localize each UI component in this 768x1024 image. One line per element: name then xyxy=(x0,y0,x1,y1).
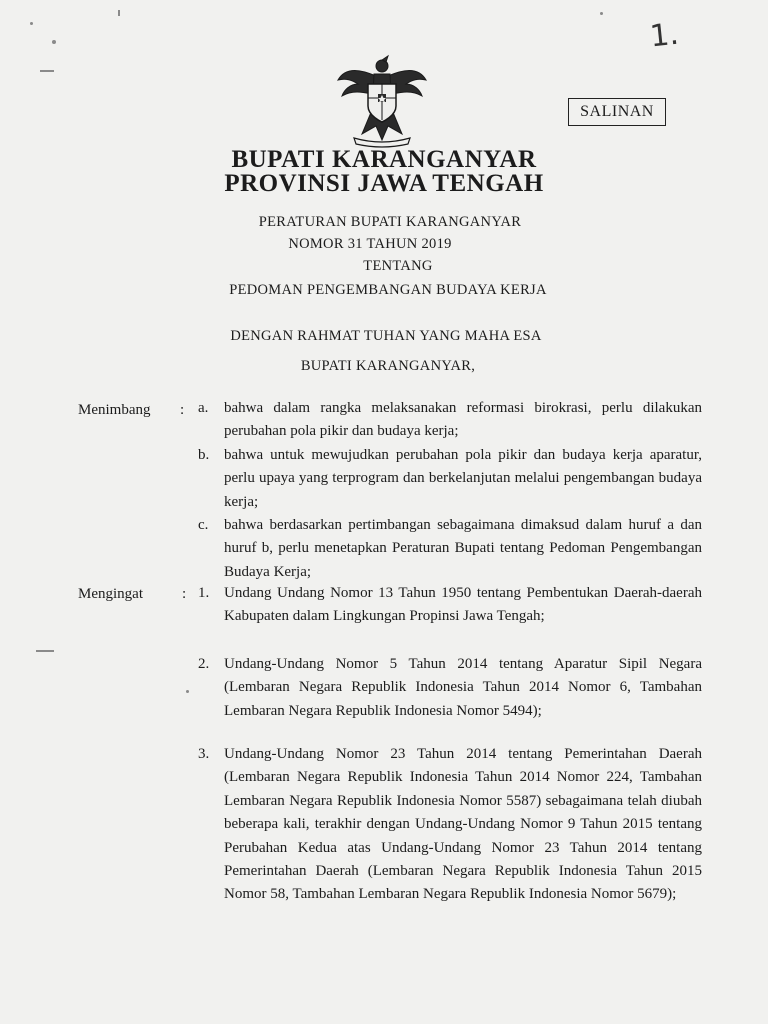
page-number-mark: 1. xyxy=(648,16,681,55)
menimbang-item-b: bahwa untuk mewujudkan perubahan pola pikir dan budaya kerja aparatur, perlu upaya yang terprogram dan berkelanjutan melalui pengembangan budaya kerja; xyxy=(224,447,702,510)
menimbang-label: Menimbang xyxy=(78,402,151,418)
mengingat-marker-2: 2. xyxy=(198,656,210,672)
menimbang-marker-b: b. xyxy=(198,447,210,463)
mengingat-item-2: Undang-Undang Nomor 5 Tahun 2014 tentang Aparatur Sipil Negara (Lembaran Negara Republik Indonesia Tahun 2014 Nomor 6, Tambahan Lembaran Negara Republik Indonesia Nomor 5494); xyxy=(224,656,702,719)
regulation-number: NOMOR 31 TAHUN 2019 xyxy=(288,236,452,252)
preamble-authority: BUPATI KARANGANYAR, xyxy=(300,358,476,374)
scan-speck xyxy=(118,10,120,16)
menimbang-marker-a: a. xyxy=(198,400,209,416)
regulation-subject: PEDOMAN PENGEMBANGAN BUDAYA KERJA xyxy=(229,282,547,298)
menimbang-item-a: bahwa dalam rangka melaksanakan reformasi birokrasi, perlu dilakukan perubahan pola pikir dan budaya kerja; xyxy=(224,400,702,440)
salinan-stamp: SALINAN xyxy=(568,98,666,126)
scan-speck xyxy=(600,12,603,15)
menimbang-item-c: bahwa berdasarkan pertimbangan sebagaimana dimaksud dalam huruf a dan huruf b, perlu menetapkan Peraturan Bupati tentang Pedoman Pengembangan Budaya Kerja; xyxy=(224,517,702,580)
garuda-emblem-icon xyxy=(332,50,432,150)
regulation-type: PERATURAN BUPATI KARANGANYAR xyxy=(258,214,522,230)
mengingat-marker-3: 3. xyxy=(198,746,210,762)
scan-speck xyxy=(36,650,54,652)
preamble-blessing: DENGAN RAHMAT TUHAN YANG MAHA ESA xyxy=(230,328,542,344)
scan-speck xyxy=(30,22,33,25)
mengingat-item-3: Undang-Undang Nomor 23 Tahun 2014 tentang Pemerintahan Daerah (Lembaran Negara Republik Indonesia Tahun 2014 Nomor 224, Tambahan Lembaran Negara Republik Indonesia Nomor 5587) sebagaimana telah diubah beberapa kali, terakhir dengan Undang-Undang Nomor 9 Tahun 2015 tentang Perubahan Kedua atas Undang-Undang Nomor 23 Tahun 2014 tentang Pemerintahan Daerah (Lembaran Negara Republik Indonesia Tahun 2015 Nomor 58, Tambahan Lembaran Negara Republik Indonesia Nomor 5679); xyxy=(224,746,702,903)
menimbang-colon: : xyxy=(180,402,185,418)
regulation-about: TENTANG xyxy=(363,258,433,274)
heading-line-1: BUPATI KARANGANYAR xyxy=(231,146,537,173)
mengingat-marker-1: 1. xyxy=(198,585,210,601)
scan-speck xyxy=(40,70,54,72)
scan-speck xyxy=(52,40,56,44)
mengingat-label: Mengingat xyxy=(78,586,143,602)
mengingat-colon: : xyxy=(182,586,187,602)
scan-speck xyxy=(186,690,189,693)
heading-line-2: PROVINSI JAWA TENGAH xyxy=(224,170,544,197)
menimbang-marker-c: c. xyxy=(198,517,209,533)
mengingat-item-1: Undang Undang Nomor 13 Tahun 1950 tentang Pembentukan Daerah-daerah Kabupaten dalam Lingkungan Propinsi Jawa Tengah; xyxy=(224,585,702,625)
